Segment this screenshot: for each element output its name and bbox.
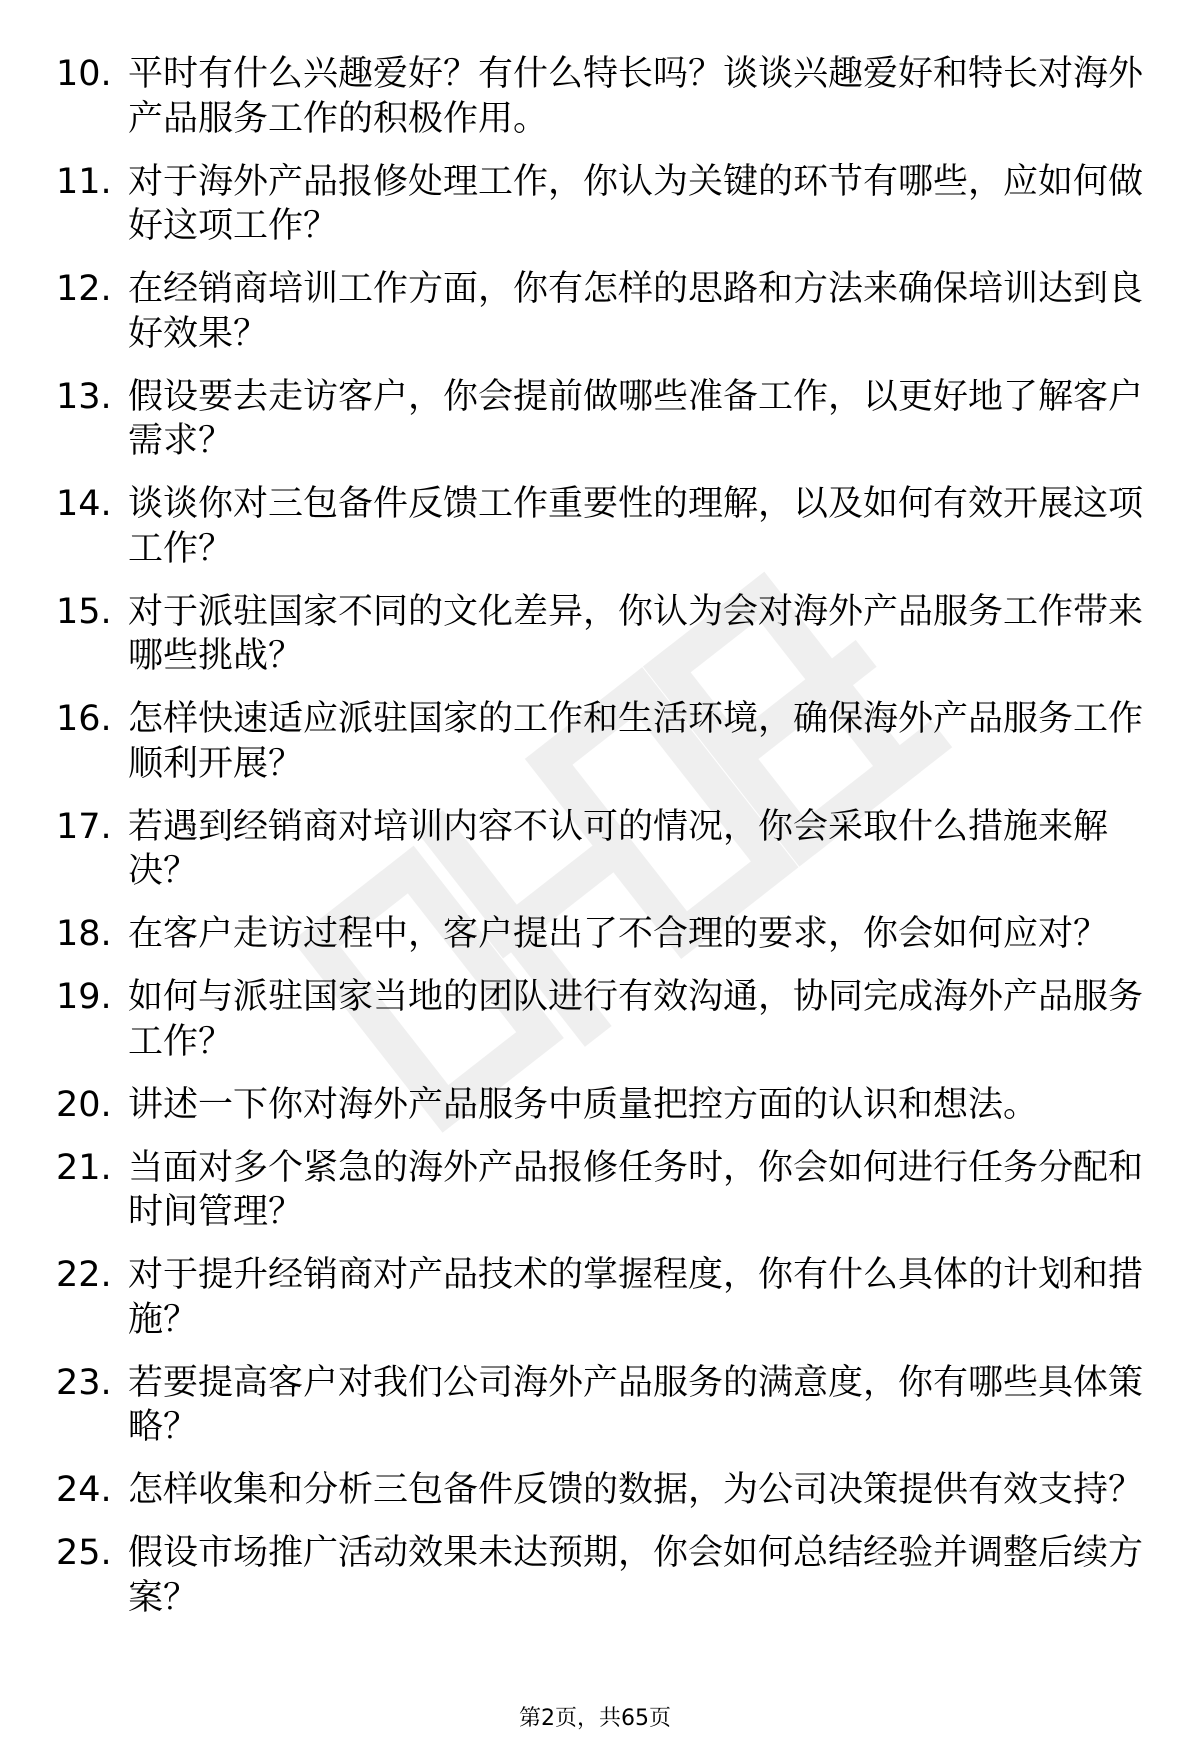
question-text: 对于派驻国家不同的文化差异，你认为会对海外产品服务工作带来哪些挑战？ (128, 591, 1144, 676)
question-number: 13. (56, 376, 112, 417)
question-number: 12. (56, 269, 112, 309)
question-number: 14. (56, 484, 112, 524)
question-text: 在经销商培训工作方面，你有怎样的思路和方法来确保培训达到良好效果？ (128, 269, 1144, 354)
question-item (56, 697, 1152, 786)
question-item (56, 1361, 1152, 1450)
question-number: 24. (56, 1470, 112, 1510)
question-number: 21. (56, 1147, 112, 1188)
question-text: 谈谈你对三包备件反馈工作重要性的理解，以及如何有效开展这项工作？ (128, 484, 1144, 569)
question-text: 对于提升经销商对产品技术的掌握程度，你有什么具体的计划和措施？ (128, 1255, 1144, 1340)
question-text: 当面对多个紧急的海外产品报修任务时，你会如何进行任务分配和时间管理？ (128, 1147, 1144, 1232)
question-text: 假设要去走访客户，你会提前做哪些准备工作，以更好地了解客户需求？ (128, 376, 1144, 461)
question-item (56, 590, 1152, 679)
question-number: 19. (56, 977, 112, 1017)
question-item (56, 975, 1152, 1064)
question-number: 11. (56, 161, 112, 202)
question-item (56, 375, 1152, 464)
question-number: 10. (56, 54, 112, 94)
question-item (56, 805, 1152, 894)
question-item (56, 1531, 1152, 1620)
question-text: 怎样快速适应派驻国家的工作和生活环境，确保海外产品服务工作顺利开展？ (128, 699, 1144, 784)
question-text: 如何与派驻国家当地的团队进行有效沟通，协同完成海外产品服务工作？ (128, 977, 1144, 1062)
question-text: 怎样收集和分析三包备件反馈的数据，为公司决策提供有效支持？ (128, 1470, 1144, 1510)
question-text: 若遇到经销商对培训内容不认可的情况，你会采取什么措施来解决？ (128, 806, 1109, 891)
question-number: 15. (56, 591, 112, 632)
question-text: 讲述一下你对海外产品服务中质量把控方面的认识和想法。 (128, 1084, 1039, 1125)
question-number: 18. (56, 914, 112, 954)
question-item (56, 482, 1152, 571)
question-number: 25. (56, 1533, 112, 1573)
question-text: 在客户走访过程中，客户提出了不合理的要求，你会如何应对？ (128, 914, 1109, 954)
question-item (56, 267, 1152, 356)
question-number: 16. (56, 699, 112, 739)
question-list (56, 52, 1152, 1639)
question-item (56, 160, 1152, 249)
question-text: 平时有什么兴趣爱好？有什么特长吗？谈谈兴趣爱好和特长对海外产品服务工作的积极作用。 (128, 54, 1144, 139)
question-text: 对于海外产品报修处理工作，你认为关键的环节有哪些，应如何做好这项工作？ (128, 161, 1144, 246)
question-number: 22. (56, 1255, 112, 1295)
question-item (56, 1468, 1152, 1513)
question-number: 20. (56, 1084, 112, 1125)
question-text: 若要提高客户对我们公司海外产品服务的满意度，你有哪些具体策略？ (128, 1362, 1144, 1447)
question-item (56, 1253, 1152, 1342)
question-item (56, 912, 1152, 957)
question-number: 23. (56, 1362, 112, 1403)
question-text: 假设市场推广活动效果未达预期，你会如何总结经验并调整后续方案？ (128, 1533, 1144, 1618)
question-item (56, 1083, 1152, 1128)
question-number: 17. (56, 806, 112, 847)
page-number: 第2页，共65页 (519, 1706, 671, 1731)
question-item (56, 1146, 1152, 1235)
question-item (56, 52, 1152, 141)
